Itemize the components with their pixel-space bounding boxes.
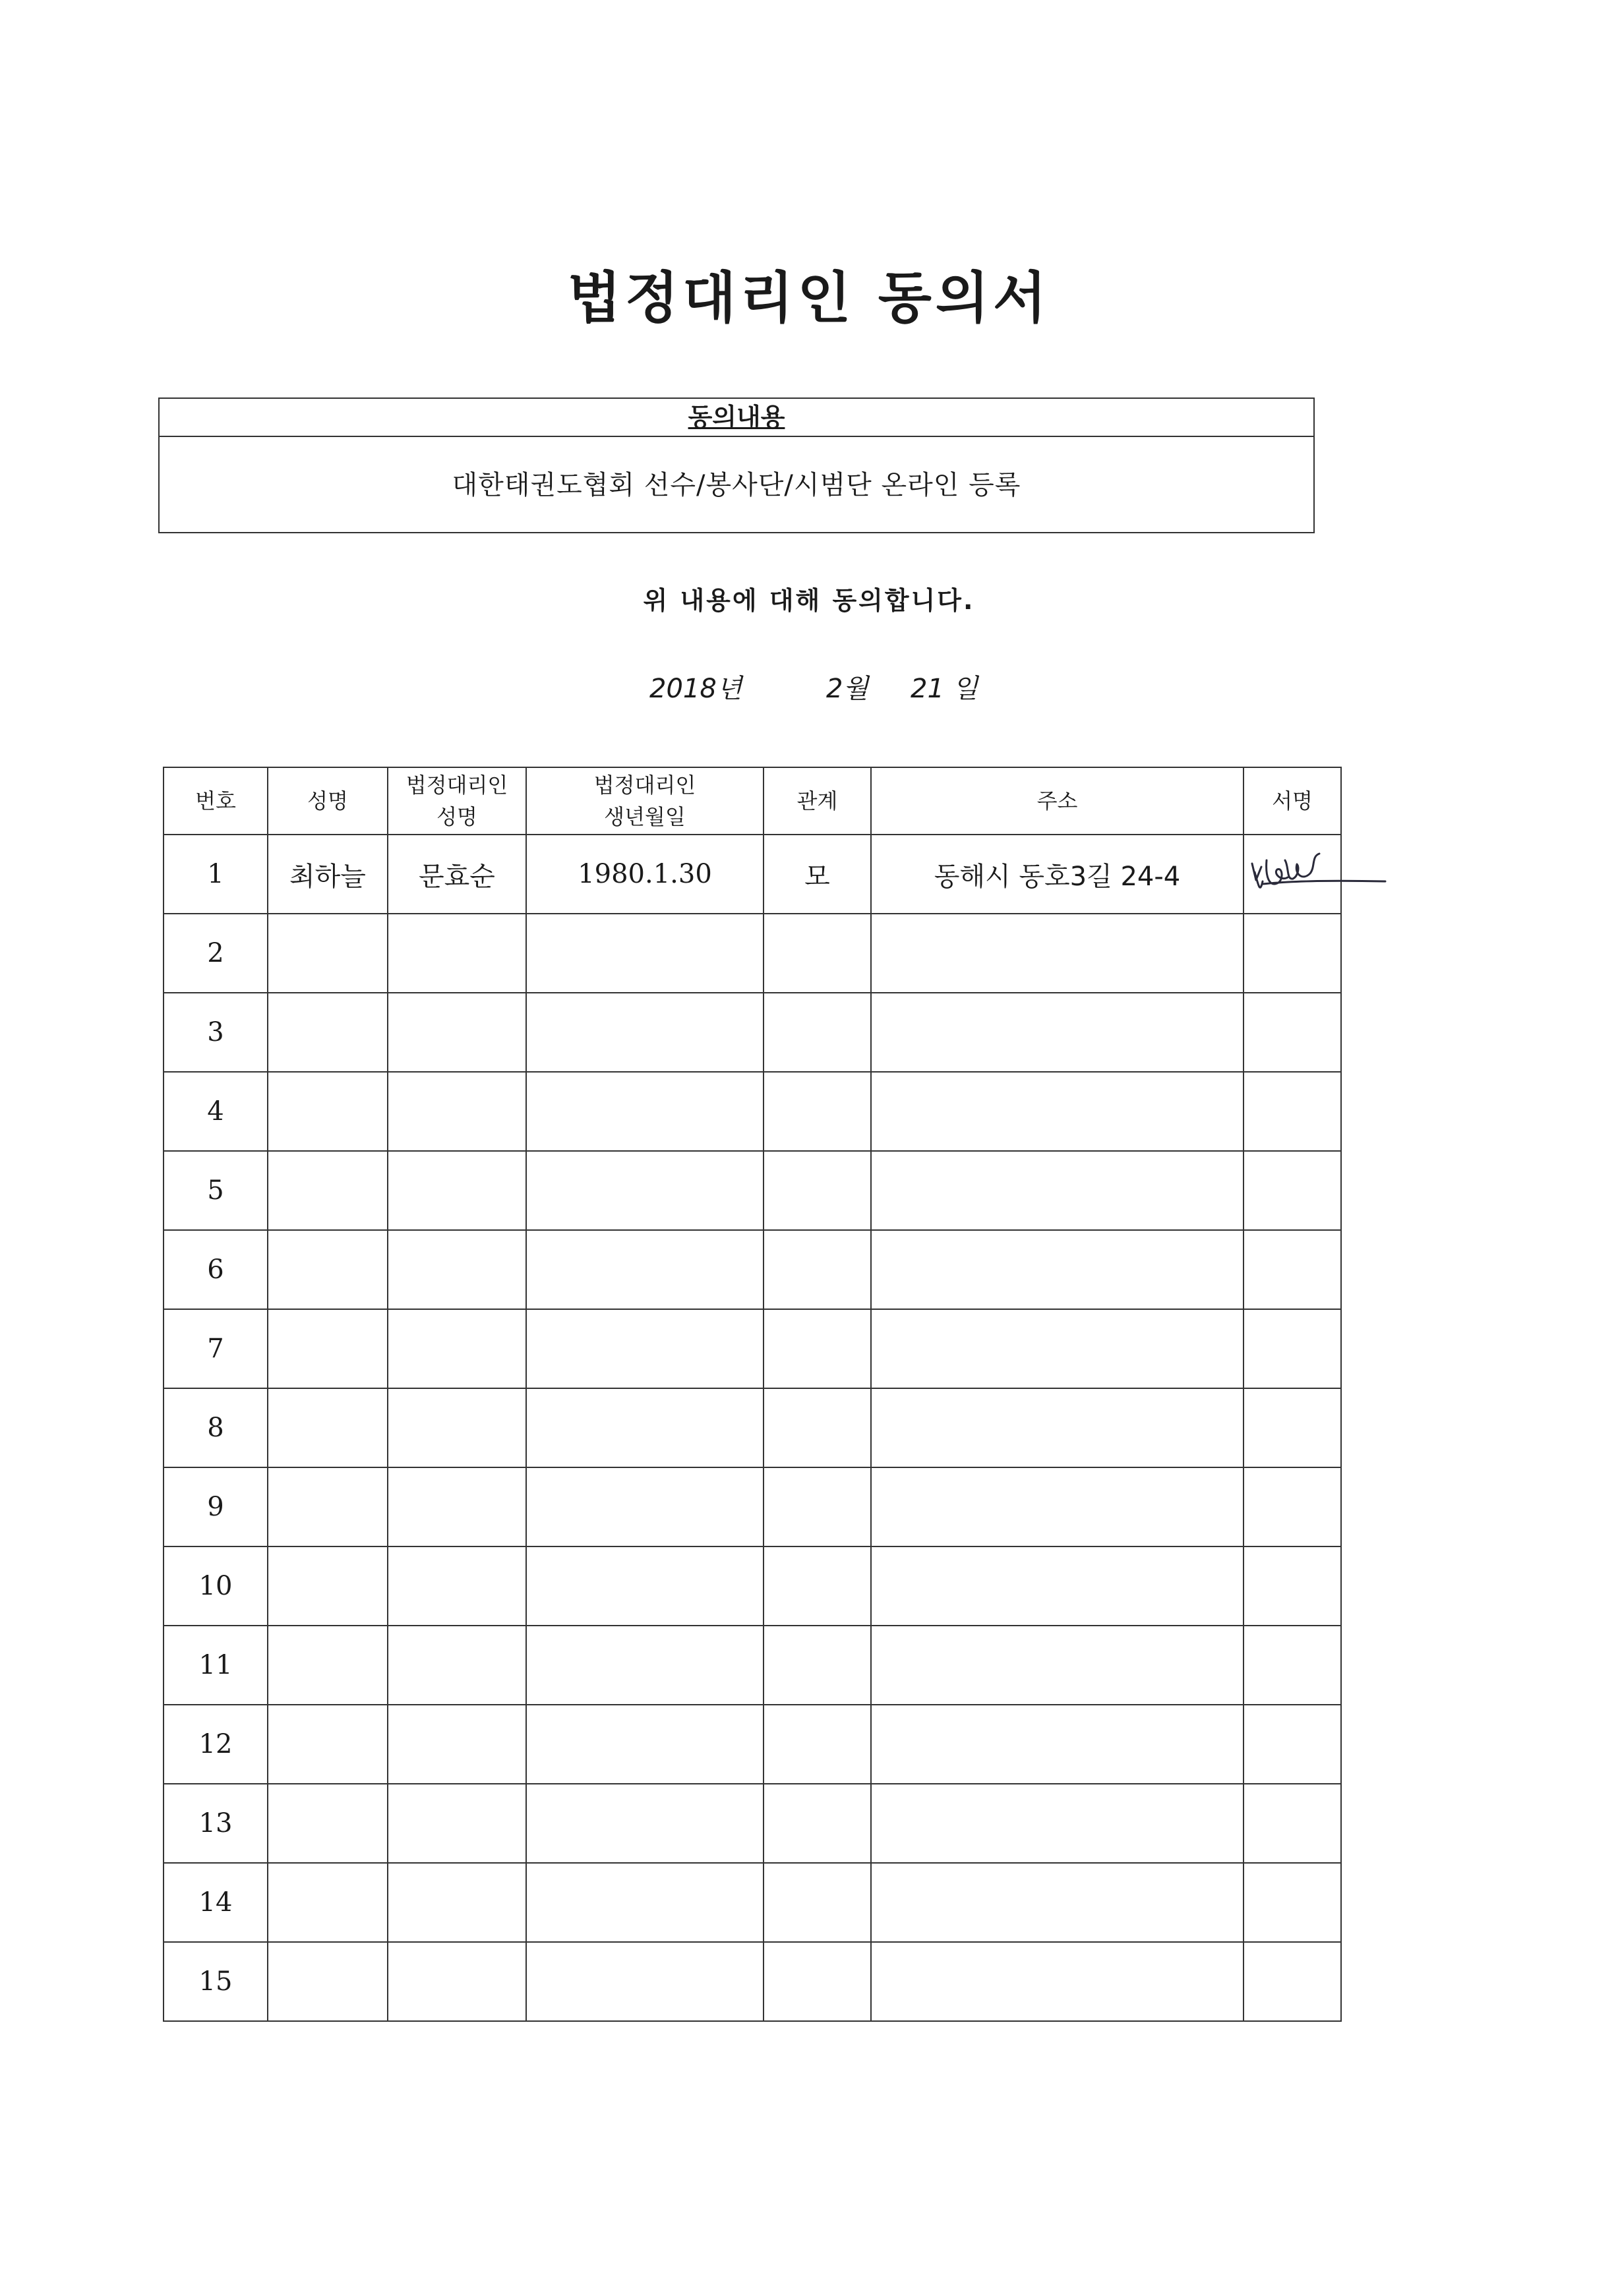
date-month: 2월 <box>826 674 869 704</box>
row-relation <box>764 1309 871 1388</box>
row-signature <box>1243 1388 1341 1467</box>
row-number: 3 <box>164 993 268 1072</box>
row-number: 11 <box>164 1626 268 1705</box>
row-number: 14 <box>164 1863 268 1942</box>
row-guardian-birth <box>526 1784 764 1863</box>
row-relation <box>764 1072 871 1151</box>
table-row <box>164 1705 1341 1784</box>
row-number: 8 <box>164 1388 268 1467</box>
table-row <box>164 1863 1341 1942</box>
table-row <box>164 993 1341 1072</box>
row-signature <box>1243 914 1341 993</box>
table-row <box>164 1230 1341 1309</box>
row-address <box>871 1626 1243 1705</box>
row-guardian-birth <box>526 1942 764 2021</box>
row-guardian-name <box>388 1863 526 1942</box>
row-relation <box>764 1863 871 1942</box>
header-name: 성명 <box>268 767 388 835</box>
row-guardian-birth <box>526 1151 764 1230</box>
row-name <box>268 1546 388 1626</box>
header-relation: 관계 <box>764 767 871 835</box>
row-signature <box>1243 1230 1341 1309</box>
header-guardian-birth-line1: 법정대리인 <box>593 773 696 798</box>
row-name: 최하늘 <box>268 835 388 914</box>
row-address <box>871 1467 1243 1546</box>
row-guardian-name: 문효순 <box>388 835 526 914</box>
row-guardian-name <box>388 1388 526 1467</box>
row-guardian-birth: 1980.1.30 <box>526 835 764 914</box>
row-relation <box>764 993 871 1072</box>
row-guardian-birth <box>526 1072 764 1151</box>
row-address <box>871 1388 1243 1467</box>
consent-heading: 동의내용 <box>160 399 1313 437</box>
table-row <box>164 1942 1341 2021</box>
row-name <box>268 1388 388 1467</box>
row-name <box>268 993 388 1072</box>
table-row <box>164 1467 1341 1546</box>
row-signature <box>1243 1705 1341 1784</box>
row-relation <box>764 1784 871 1863</box>
table-row <box>164 1072 1341 1151</box>
row-signature <box>1243 1626 1341 1705</box>
consent-box <box>158 397 1315 533</box>
row-signature <box>1243 1151 1341 1230</box>
row-signature <box>1243 993 1341 1072</box>
row-relation <box>764 1388 871 1467</box>
row-guardian-name <box>388 1467 526 1546</box>
row-name <box>268 1863 388 1942</box>
date-year: 2018년 <box>649 674 742 704</box>
row-number: 9 <box>164 1467 268 1546</box>
table-row <box>164 1309 1341 1388</box>
row-guardian-birth <box>526 1388 764 1467</box>
row-signature <box>1243 1309 1341 1388</box>
row-number: 13 <box>164 1784 268 1863</box>
table-row <box>164 1388 1341 1467</box>
row-guardian-birth <box>526 1230 764 1309</box>
row-name <box>268 1942 388 2021</box>
header-guardian-birth <box>526 767 764 835</box>
row-address <box>871 1230 1243 1309</box>
row-name <box>268 1784 388 1863</box>
row-guardian-birth <box>526 914 764 993</box>
row-number: 10 <box>164 1546 268 1626</box>
row-signature <box>1243 1942 1341 2021</box>
table-row <box>164 1626 1341 1705</box>
table-row <box>164 835 1341 914</box>
row-guardian-name <box>388 1151 526 1230</box>
row-signature <box>1243 1072 1341 1151</box>
row-guardian-name <box>388 1942 526 2021</box>
row-name <box>268 1467 388 1546</box>
row-guardian-name <box>388 1784 526 1863</box>
row-guardian-name <box>388 1072 526 1151</box>
row-guardian-birth <box>526 1309 764 1388</box>
row-guardian-birth <box>526 1863 764 1942</box>
row-address <box>871 1863 1243 1942</box>
row-relation <box>764 1230 871 1309</box>
row-signature <box>1243 1863 1341 1942</box>
agreement-statement: 위 내용에 대해 동의합니다. <box>643 586 975 615</box>
header-guardian-birth-line2: 생년월일 <box>604 804 686 829</box>
row-relation <box>764 1705 871 1784</box>
row-address <box>871 1784 1243 1863</box>
row-address <box>871 1705 1243 1784</box>
row-number: 5 <box>164 1151 268 1230</box>
row-relation <box>764 1546 871 1626</box>
row-relation <box>764 1467 871 1546</box>
row-signature <box>1243 1546 1341 1626</box>
row-address <box>871 993 1243 1072</box>
row-address: 동해시 동호3길 24-4 <box>871 835 1243 914</box>
row-relation <box>764 1626 871 1705</box>
row-name <box>268 914 388 993</box>
row-number: 4 <box>164 1072 268 1151</box>
handwritten-signature <box>1247 840 1372 906</box>
row-number: 2 <box>164 914 268 993</box>
row-address <box>871 1309 1243 1388</box>
row-number: 12 <box>164 1705 268 1784</box>
row-address <box>871 1151 1243 1230</box>
row-guardian-birth <box>526 1626 764 1705</box>
row-guardian-birth <box>526 1705 764 1784</box>
table-row <box>164 1784 1341 1863</box>
date-day: 21 일 <box>911 674 978 704</box>
row-name <box>268 1626 388 1705</box>
row-name <box>268 1705 388 1784</box>
header-guardian-name-line1: 법정대리인 <box>405 773 508 798</box>
row-name <box>268 1072 388 1151</box>
table-row <box>164 1546 1341 1626</box>
row-address <box>871 914 1243 993</box>
table-header-row <box>164 767 1341 835</box>
row-number: 6 <box>164 1230 268 1309</box>
row-relation <box>764 1151 871 1230</box>
row-number: 15 <box>164 1942 268 2021</box>
row-signature <box>1243 835 1341 914</box>
row-address <box>871 1072 1243 1151</box>
table-row <box>164 914 1341 993</box>
row-name <box>268 1309 388 1388</box>
header-signature: 서명 <box>1243 767 1341 835</box>
guardian-signature-table <box>163 767 1342 2022</box>
row-guardian-name <box>388 1546 526 1626</box>
table-row <box>164 1151 1341 1230</box>
row-name <box>268 1230 388 1309</box>
row-relation <box>764 914 871 993</box>
row-relation: 모 <box>764 835 871 914</box>
row-signature <box>1243 1467 1341 1546</box>
row-guardian-name <box>388 1230 526 1309</box>
header-guardian-name-line2: 성명 <box>436 804 477 829</box>
row-signature <box>1243 1784 1341 1863</box>
row-guardian-name <box>388 1626 526 1705</box>
row-guardian-birth <box>526 1546 764 1626</box>
row-guardian-name <box>388 993 526 1072</box>
row-address <box>871 1546 1243 1626</box>
row-number: 7 <box>164 1309 268 1388</box>
row-guardian-birth <box>526 1467 764 1546</box>
header-address: 주소 <box>871 767 1243 835</box>
header-number: 번호 <box>164 767 268 835</box>
row-address <box>871 1942 1243 2021</box>
row-guardian-name <box>388 914 526 993</box>
row-name <box>268 1151 388 1230</box>
document-title: 법정대리인 동의서 <box>567 266 1051 330</box>
header-guardian-name <box>388 767 526 835</box>
row-relation <box>764 1942 871 2021</box>
row-guardian-name <box>388 1309 526 1388</box>
consent-content: 대한태권도협회 선수/봉사단/시범단 온라인 등록 <box>452 470 1021 500</box>
row-guardian-birth <box>526 993 764 1072</box>
row-number: 1 <box>164 835 268 914</box>
row-guardian-name <box>388 1705 526 1784</box>
